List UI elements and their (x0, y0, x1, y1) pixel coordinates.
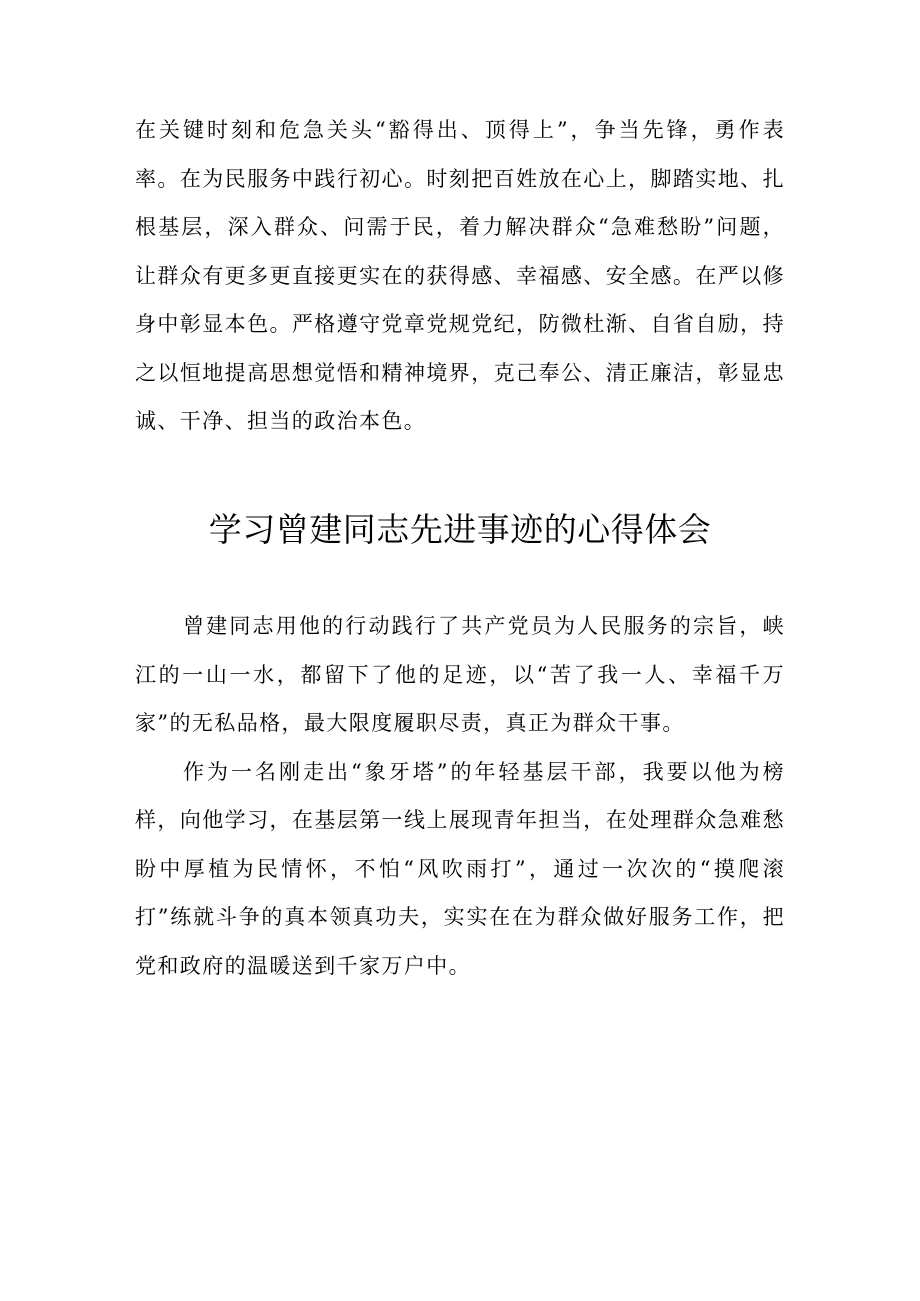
body-text-block (135, 602, 785, 990)
body-paragraph-2: 作为一名刚走出“象牙塔”的年轻基层干部，我要以他为榜样，向他学习，在基层第一线上展现青年担当，在处理群众急难愁盼中厚植为民情怀，不怕“风吹雨打”，通过一次次的“摸爬滚打”练就斗争的真本领真功夫，实实在在为群众做好服务工作，把党和政府的温暖送到千家万户中。 (135, 759, 785, 978)
intro-text-block (135, 106, 785, 446)
body-paragraph-1: 曾建同志用他的行动践行了共产党员为人民服务的宗旨，峡江的一山一水，都留下了他的足迹，以“苦了我一人、幸福千万家”的无私品格，最大限度履职尽责，真正为群众干事。 (135, 614, 785, 735)
document-title: 学习曾建同志先进事迹的心得体会 (208, 510, 712, 549)
intro-paragraph: 在关键时刻和危急关头“豁得出、顶得上”，争当先锋，勇作表率。在为民服务中践行初心。时刻把百姓放在心上，脚踏实地、扎根基层，深入群众、问需于民，着力解决群众“急难愁盼”问题，让群众有更多更直接更实在的获得感、幸福感、安全感。在严以修身中彰显本色。严格遵守党章党规党纪，防微杜渐、自省自励，持之以恒地提高思想觉悟和精神境界，克己奉公、清正廉洁，彰显忠诚、干净、担当的政治本色。 (135, 118, 785, 433)
